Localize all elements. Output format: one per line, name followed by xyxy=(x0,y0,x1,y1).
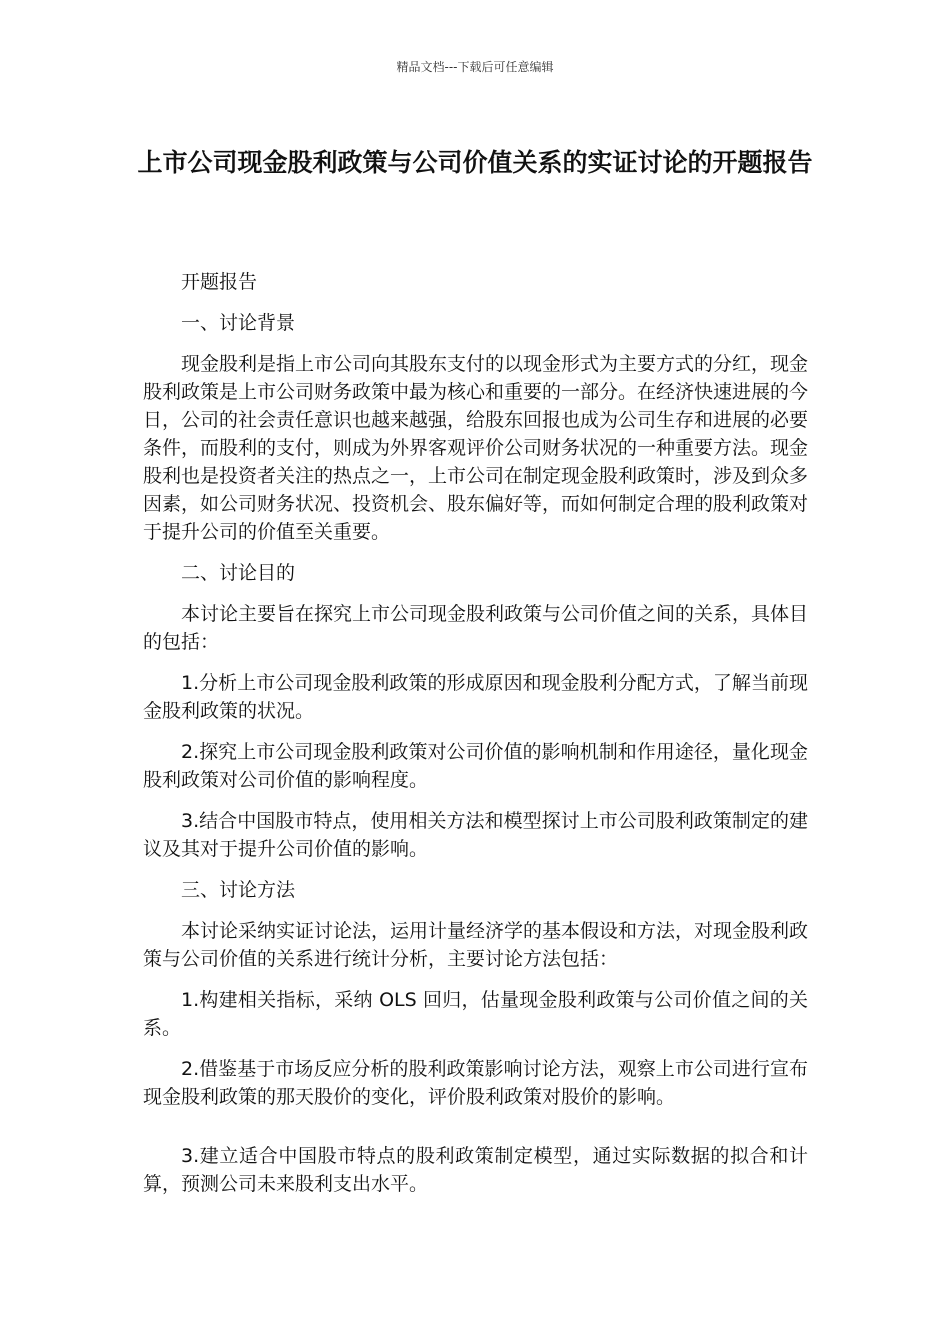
method-intro-paragraph: 本讨论采纳实证讨论法，运用计量经济学的基本假设和方法，对现金股利政策与公司价值的关系进行统计分析，主要讨论方法包括： xyxy=(143,920,809,970)
document-body xyxy=(143,268,808,1198)
subtitle-paragraph: 开题报告 xyxy=(181,271,258,293)
method-item-1: 1.构建相关指标，采纳 OLS 回归，估量现金股利政策与公司价值之间的关系。 xyxy=(143,989,808,1039)
method-item-3: 3.建立适合中国股市特点的股利政策制定模型，通过实际数据的拟合和计算，预测公司未来股利支出水平。 xyxy=(143,1145,808,1195)
purpose-item-2: 2.探究上市公司现金股利政策对公司价值的影响机制和作用途径，量化现金股利政策对公司价值的影响程度。 xyxy=(143,741,808,791)
purpose-item-3: 3.结合中国股市特点，使用相关方法和模型探讨上市公司股利政策制定的建议及其对于提升公司价值的影响。 xyxy=(143,810,808,860)
section-heading-background: 一、讨论背景 xyxy=(181,312,296,334)
section-heading-purpose: 二、讨论目的 xyxy=(181,562,296,584)
purpose-item-1: 1.分析上市公司现金股利政策的形成原因和现金股利分配方式，了解当前现金股利政策的状况。 xyxy=(143,672,808,722)
method-item-2: 2.借鉴基于市场反应分析的股利政策影响讨论方法，观察上市公司进行宣布现金股利政策的那天股价的变化，评价股利政策对股价的影响。 xyxy=(143,1058,808,1108)
background-paragraph: 现金股利是指上市公司向其股东支付的以现金形式为主要方式的分红，现金股利政策是上市公司财务政策中最为核心和重要的一部分。在经济快速进展的今日，公司的社会责任意识也越来越强，给股东回报也成为公司生存和进展的必要条件，而股利的支付，则成为外界客观评价公司财务状况的一种重要方法。现金股利也是投资者关注的热点之一，上市公司在制定现金股利政策时，涉及到众多因素，如公司财务状况、投资机会、股东偏好等，而如何制定合理的股利政策对于提升公司的价值至关重要。 xyxy=(143,353,809,543)
section-heading-method: 三、讨论方法 xyxy=(181,879,296,901)
page-header: 精品文档---下载后可任意编辑 xyxy=(396,60,554,74)
purpose-intro-paragraph: 本讨论主要旨在探究上市公司现金股利政策与公司价值之间的关系，具体目的包括： xyxy=(143,603,809,653)
document-title: 上市公司现金股利政策与公司价值关系的实证讨论的开题报告 xyxy=(137,148,813,177)
